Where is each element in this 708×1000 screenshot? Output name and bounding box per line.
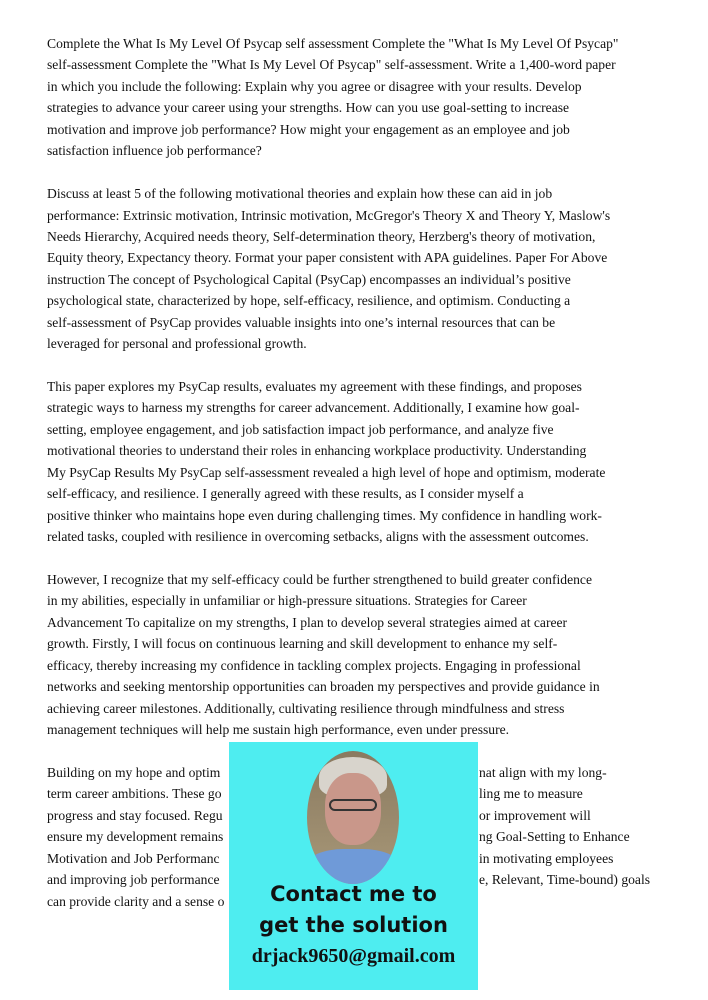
line-text: However, I recognize that my self-efficacy could be further strengthened to build greater confidence (47, 571, 592, 587)
line-text: motivation and improve job performance? How might your engagement as an employee and job (47, 121, 570, 137)
line-text: satisfaction influence job performance? (47, 143, 262, 159)
line-text: self-efficacy, and resilience. I generally agreed with these results, as I consider myself a (47, 486, 524, 502)
line-text: in my abilities, especially in unfamiliar or high-pressure situations. Strategies for Career (47, 593, 527, 609)
text-line (47, 140, 687, 161)
ad-title-line-1: Contact me to (270, 882, 437, 906)
line-text: progress and stay focused. Regu (47, 807, 223, 823)
text-line (47, 419, 687, 440)
line-text-right: in motivating employees (479, 850, 614, 866)
text-line (47, 54, 687, 75)
text-line (47, 205, 687, 226)
line-text-right: e, Relevant, Time-bound) goals (479, 872, 651, 888)
text-line (47, 462, 687, 483)
line-text: This paper explores my PsyCap results, evaluates my agreement with these findings, and proposes (47, 379, 582, 394)
paragraph (47, 183, 687, 355)
paragraph (47, 33, 687, 162)
text-line (47, 440, 687, 461)
ad-title-line-2: get the solution (259, 913, 448, 937)
profile-photo (307, 751, 399, 884)
text-line (47, 119, 687, 140)
text-line (47, 397, 687, 418)
text-line (47, 376, 687, 397)
line-text: networks and seeking mentorship opportunities can broaden my perspectives and provide guidance in (47, 679, 600, 695)
line-text: Equity theory, Expectancy theory. Format your paper consistent with APA guidelines. Paper For Above (47, 250, 608, 266)
line-text: in which you include the following: Explain why you agree or disagree with your results. Develop (47, 78, 582, 94)
line-text: self-assessment Complete the "What Is My Level Of Psycap" self-assessment. Write a 1,400-word paper (47, 57, 616, 73)
line-text: Discuss at least 5 of the following motivational theories and explain how these can aid in job (47, 186, 553, 202)
line-text: Complete the What Is My Level Of Psycap self assessment Complete the "What Is My Level Of Psycap" (47, 36, 619, 51)
paragraph (47, 569, 687, 741)
line-text: can provide clarity and a sense o (47, 893, 225, 909)
text-line (47, 633, 687, 654)
line-text: positive thinker who maintains hope even during challenging times. My confidence in handling work- (47, 507, 602, 523)
line-text: My PsyCap Results My PsyCap self-assessment revealed a high level of hope and optimism, moderate (47, 464, 606, 480)
text-line (47, 97, 687, 118)
text-line (47, 33, 687, 54)
text-line (47, 505, 687, 526)
line-text: ensure my development remains (47, 829, 224, 845)
line-text: management techniques will help me sustain high performance, even under pressure. (47, 722, 510, 737)
text-line (47, 269, 687, 290)
ad-title (229, 879, 478, 941)
line-text-right: ling me to measure (479, 786, 583, 802)
line-text: setting, employee engagement, and job satisfaction impact job performance, and analyze five (47, 421, 554, 437)
line-text: strategic ways to harness my strengths for career advancement. Additionally, I examine how goal- (47, 400, 580, 416)
line-text: achieving career milestones. Additionally, cultivating resilience through mindfulness and stress (47, 700, 565, 716)
line-text-right: or improvement will (479, 807, 591, 823)
text-line (47, 312, 687, 333)
text-line (47, 590, 687, 611)
ad-email[interactable]: drjack9650@gmail.com (251, 945, 456, 967)
text-line (47, 612, 687, 633)
photo-glasses (329, 799, 377, 811)
text-line (47, 290, 687, 311)
text-line (47, 76, 687, 97)
paragraph (47, 376, 687, 548)
text-line (47, 719, 687, 740)
line-text: Building on my hope and optim (47, 764, 221, 780)
text-line (47, 676, 687, 697)
text-line (47, 526, 687, 547)
text-line (47, 333, 687, 354)
text-line (47, 569, 687, 590)
line-text: self-assessment of PsyCap provides valuable insights into one’s internal resources that can be (47, 314, 556, 330)
text-line (47, 183, 687, 204)
line-text: motivational theories to understand their roles in enhancing workplace productivity. Understanding (47, 443, 587, 459)
line-text: Needs Hierarchy, Acquired needs theory, Self-determination theory, Herzberg's theory of motivation, (47, 228, 596, 244)
line-text: term career ambitions. These go (47, 786, 222, 802)
line-text: leveraged for personal and professional growth. (47, 336, 307, 352)
line-text-right: ng Goal-Setting to Enhance (479, 829, 630, 845)
line-text: related tasks, coupled with resilience in overcoming setbacks, aligns with the assessment outcomes. (47, 529, 589, 545)
line-text: and improving job performance (47, 872, 220, 888)
line-text: efficacy, thereby increasing my confidence in tackling complex projects. Engaging in professional (47, 657, 581, 673)
text-line (47, 698, 687, 719)
line-text: performance: Extrinsic motivation, Intrinsic motivation, McGregor's Theory X and Theory Y, Maslow's (47, 207, 611, 223)
text-line (47, 226, 687, 247)
line-text-right: nat align with my long- (479, 764, 607, 780)
text-line (47, 483, 687, 504)
line-text: instruction The concept of Psychological Capital (PsyCap) encompasses an individual’s positive (47, 271, 571, 287)
line-text: psychological state, characterized by hope, self-efficacy, resilience, and optimism. Conducting a (47, 293, 571, 309)
line-text: Advancement To capitalize on my strengths, I plan to develop several strategies aimed at career (47, 614, 568, 630)
line-text: Motivation and Job Performanc (47, 850, 220, 866)
line-text: strategies to advance your career using your strengths. How can you use goal-setting to increase (47, 100, 570, 116)
line-text: growth. Firstly, I will focus on continuous learning and skill development to enhance my self- (47, 636, 558, 652)
text-line (47, 655, 687, 676)
text-line (47, 247, 687, 268)
contact-advertisement[interactable] (229, 742, 478, 990)
